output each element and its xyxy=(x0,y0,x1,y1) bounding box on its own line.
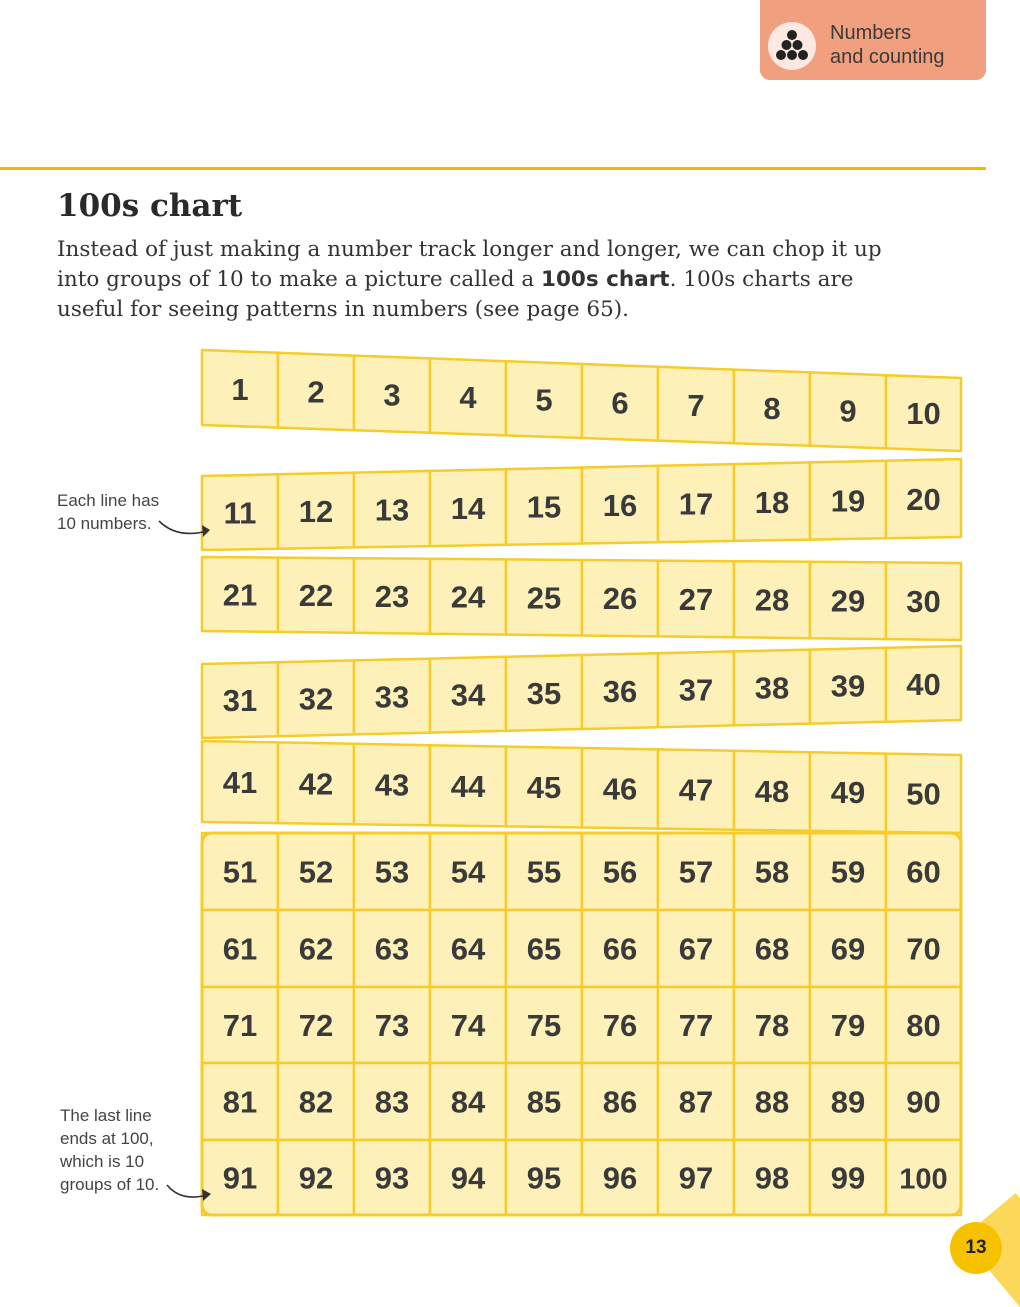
chart-number: 49 xyxy=(830,775,866,811)
chart-number: 62 xyxy=(298,931,334,967)
annotation-arrow-icon xyxy=(155,515,217,545)
chart-number: 58 xyxy=(754,854,790,890)
chart-number: 2 xyxy=(307,374,325,410)
chart-number: 92 xyxy=(298,1160,334,1196)
chart-number: 75 xyxy=(526,1008,562,1043)
chart-number: 69 xyxy=(830,931,866,967)
chart-number: 46 xyxy=(602,771,638,807)
intro-text-after: . 100s charts are useful for seeing patterns in numbers (see page 65). xyxy=(57,267,854,322)
page-title: 100s chart xyxy=(57,188,243,224)
chart-number: 9 xyxy=(839,393,857,429)
chart-number: 4 xyxy=(459,379,477,415)
chart-number: 55 xyxy=(526,854,562,890)
chart-number: 1 xyxy=(231,371,249,407)
chart-number: 83 xyxy=(374,1084,410,1120)
chart-number: 35 xyxy=(526,675,562,711)
chart-number: 47 xyxy=(678,772,714,808)
chart-number: 23 xyxy=(374,578,410,614)
chart-number: 21 xyxy=(222,577,258,613)
chart-number: 77 xyxy=(678,1008,714,1043)
chart-number: 95 xyxy=(526,1160,562,1196)
chart-number: 85 xyxy=(526,1084,562,1120)
chart-number: 14 xyxy=(450,490,486,526)
chart-number: 82 xyxy=(298,1084,334,1120)
chart-number: 10 xyxy=(906,396,941,432)
chart-number: 48 xyxy=(754,773,790,809)
chart-number: 32 xyxy=(298,681,334,717)
chart-number: 36 xyxy=(602,674,638,710)
chart-number: 15 xyxy=(526,489,562,525)
chart-number: 6 xyxy=(611,385,629,421)
chart-number: 39 xyxy=(830,668,866,704)
chart-number: 37 xyxy=(678,672,714,708)
chart-number: 81 xyxy=(222,1084,258,1120)
chart-number: 8 xyxy=(763,390,781,426)
chart-number: 65 xyxy=(526,931,562,967)
chart-number: 59 xyxy=(830,854,866,890)
chart-number: 50 xyxy=(906,776,941,812)
chart-number: 56 xyxy=(602,854,638,890)
chart-number: 19 xyxy=(830,483,866,519)
chart-number: 28 xyxy=(754,582,790,618)
chart-number: 72 xyxy=(298,1008,334,1043)
page-number: 13 xyxy=(950,1222,1002,1274)
chart-number: 30 xyxy=(906,584,941,620)
chart-number: 67 xyxy=(678,931,714,967)
chart-number: 93 xyxy=(374,1160,410,1196)
chart-number: 27 xyxy=(678,581,714,617)
chart-number: 41 xyxy=(222,765,258,801)
chart-number: 94 xyxy=(450,1160,486,1196)
chart-number: 52 xyxy=(298,854,334,890)
chart-number: 38 xyxy=(754,670,790,706)
chart-number: 57 xyxy=(678,854,714,890)
chart-number: 13 xyxy=(374,492,410,528)
chart-number: 96 xyxy=(602,1160,638,1196)
chart-number: 89 xyxy=(830,1084,866,1120)
chart-number: 45 xyxy=(526,770,562,806)
chart-number: 20 xyxy=(906,481,941,517)
chart-number: 86 xyxy=(602,1084,638,1120)
chart-number: 42 xyxy=(298,766,334,802)
chart-number: 22 xyxy=(298,578,334,614)
chart-number: 5 xyxy=(535,382,553,418)
chart-number: 43 xyxy=(374,767,410,803)
chart-number: 3 xyxy=(383,377,401,413)
chart-number: 24 xyxy=(450,579,486,615)
chart-number: 73 xyxy=(374,1008,410,1043)
chart-number: 53 xyxy=(374,854,410,890)
chart-number: 61 xyxy=(222,931,258,967)
chart-number: 12 xyxy=(298,493,334,529)
chart-number: 70 xyxy=(906,931,941,967)
chart-number: 60 xyxy=(906,854,941,890)
chart-number: 25 xyxy=(526,580,562,616)
chart-number: 68 xyxy=(754,931,790,967)
chart-number: 31 xyxy=(222,683,258,719)
chart-number: 18 xyxy=(754,484,790,520)
annotation-arrow-icon-2 xyxy=(163,1180,218,1210)
chart-number: 80 xyxy=(906,1008,941,1043)
annotation-each-line-text: Each line has 10 numbers. xyxy=(57,491,160,533)
chart-number: 17 xyxy=(678,486,714,522)
chart-number: 29 xyxy=(830,583,866,619)
chart-number: 63 xyxy=(374,931,410,967)
chart-number: 78 xyxy=(754,1008,790,1043)
chart-number: 64 xyxy=(450,931,486,967)
chart-number: 97 xyxy=(678,1160,714,1196)
annotation-last-line-text: The last line ends at 100, which is 10 groups of 10. xyxy=(60,1106,160,1194)
chart-number: 84 xyxy=(450,1084,486,1120)
chart-number: 34 xyxy=(450,677,486,713)
chart-number: 40 xyxy=(906,666,941,702)
chart-number: 87 xyxy=(678,1084,714,1120)
chart-number: 16 xyxy=(602,487,638,523)
chart-number: 66 xyxy=(602,931,638,967)
intro-text-before: Instead of just making a number track longer and longer, we can chop it up into groups of 10 to make a picture called a xyxy=(57,237,882,292)
chart-number: 54 xyxy=(450,854,486,890)
chart-number: 7 xyxy=(687,388,705,424)
chart-number: 44 xyxy=(450,768,486,804)
chart-number: 74 xyxy=(450,1008,486,1043)
chart-number: 11 xyxy=(223,495,257,531)
chart-number: 99 xyxy=(830,1160,866,1196)
chart-number: 88 xyxy=(754,1084,790,1120)
annotation-last-line xyxy=(60,1104,159,1196)
section-tab-line1: Numbers xyxy=(830,22,912,44)
chart-number: 91 xyxy=(222,1160,258,1196)
chart-number: 26 xyxy=(602,581,638,617)
intro-bold-term: 100s chart xyxy=(540,267,670,292)
chart-number: 71 xyxy=(222,1008,258,1043)
chart-number: 90 xyxy=(906,1084,941,1120)
annotation-each-line xyxy=(57,489,159,535)
chart-number: 33 xyxy=(374,679,410,715)
chart-number: 98 xyxy=(754,1160,790,1196)
chart-number: 100 xyxy=(899,1163,948,1196)
chart-number: 76 xyxy=(602,1008,638,1043)
section-tab-line2: and counting xyxy=(830,46,945,68)
chart-number: 79 xyxy=(830,1008,866,1043)
chart-number: 51 xyxy=(222,854,258,890)
